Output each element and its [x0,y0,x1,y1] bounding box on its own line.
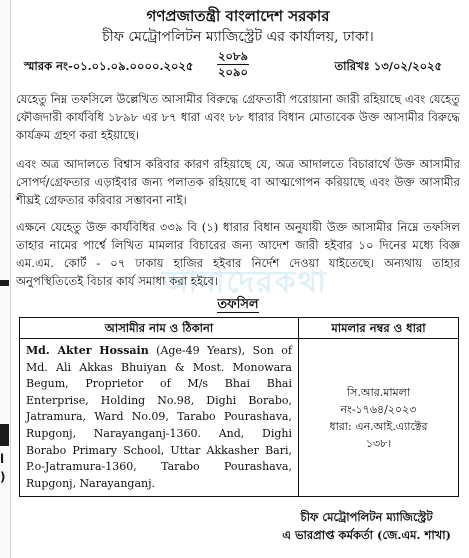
paragraph-absconding: এবং অত্র আদালতে বিশ্বাস করিবার কারণ রহিয়াছে যে, অত্র আদালতে বিচারার্থে উক্ত আসামীর সোপর্দ/গ্রেফতার এড়াইবার জন্য পলাতক রহিয়াছে বা আত্মগোপন করিয়াছে এবং উক্ত আসামীর শীঘ্রই গ্রেফতার করিবার সম্ভাবনা নাই। [16,157,460,207]
case-number: নং-১৭৬৪/২০২৩ [340,402,417,416]
column-header-accused: আসামীর নাম ও ঠিকানা [20,318,299,339]
paragraph-appearance-order: এক্ষনে যেহেতু উক্ত কার্যবিধির ৩৩৯ বি (১) ধারার বিধান অনুযায়ী উক্ত আসামীর নিম্নে তফসিল তাহার নামের পার্শ্বে লিখিত মামলার বিচারের জন্য আদেশ জারী হইবার ১০ দিনের মধ্যে বিজ্ঞ এম.এম. কোর্ট - ০৭ ঢাকায় হাজির হইবার নির্দেশ দেওয়া যাইতেছে। অন্যথায় তাহার অনুপস্থিতিতেই বিচার কার্য সমাধা করা হইবে। [16,220,460,288]
accused-address: (Age-49 Years), Son of Md. Ali Akkas Bhuiyan & Most. Monowara Begum, Proprietor of M/s Bhai Bhai Enterprise, Holding No.98, Dighi Borabo, Jatramura, Ward No.09, Tarabo Pourashava, Rupgonj, Narayanganj-1360. And, Dighi Borabo Primary School, Uttar Akkasher Bari, P.o-Jatramura-1360, Tarabo Pourashava, Rupgonj, Narayanganj. [26,344,292,490]
schedule-table [19,317,459,497]
accused-cell [20,339,299,497]
memo-fraction [217,49,249,80]
signatory-title: চীফ মেট্রোপলিটন ম্যাজিস্ট্রেট [300,510,433,524]
adjacent-column-edge [0,0,11,558]
fraction-numerator: ২০৮৯ [218,49,248,63]
case-section: ধারা: এন.আই.এ্যাক্টের [329,419,428,433]
column-rule-mark [0,280,9,286]
case-cell [299,339,459,497]
watermark: আমাদেরকথা [162,265,328,300]
memo-number: স্মারক নং-০১.০১.০৯.০০০০.২০২৫ [24,59,194,73]
signature-block [282,508,451,544]
paragraph-warrant: যেহেতু নিম্ন তফসিলে উল্লেখিত আসামীর বিরুদ্ধে গ্রেফতারী পরোয়ানা জারী রহিয়াছে এবং যেহেতু ফৌজদারী কার্যবিধি ১৮৯৮ এর ৮৭ ধারা এবং ৮৮ ধারার বিধান মোতাবেক উক্ত আসামীর বিরুদ্ধে কার্যক্রম গ্রহণ করা হইয়াছে। [16,92,460,142]
case-type: সি.আর.মামলা [346,385,411,399]
court-notice [16,6,460,497]
fraction-denominator: ২০৯০ [218,65,248,79]
government-title: গণপ্রজাতন্ত্রী বাংলাদেশ সরকার [146,7,330,25]
signatory-office: এ ভারপ্রাপ্ত কর্মকর্তা (জে.এম. শাখা) [282,528,451,542]
column-fragment-char: l [0,452,5,466]
notice-date: তারিখঃ ১৩/০২/২০২৫ [334,59,442,73]
column-header-case: মামলার নম্বর ও ধারা [299,318,459,339]
column-fragment-char: ) [0,470,6,484]
case-section-number: ১৩৮। [365,436,392,450]
table-row [20,339,459,497]
accused-name: Md. Akter Hossain [26,344,149,357]
table-header-row [20,318,459,339]
column-block-mark [0,424,9,446]
reference-row [16,48,460,88]
schedule-title: তফসিল [217,297,259,312]
office-title: চীফ মেট্রোপলিটন ম্যাজিস্ট্রেট এর কার্যালয়, ঢাকা। [102,29,374,45]
